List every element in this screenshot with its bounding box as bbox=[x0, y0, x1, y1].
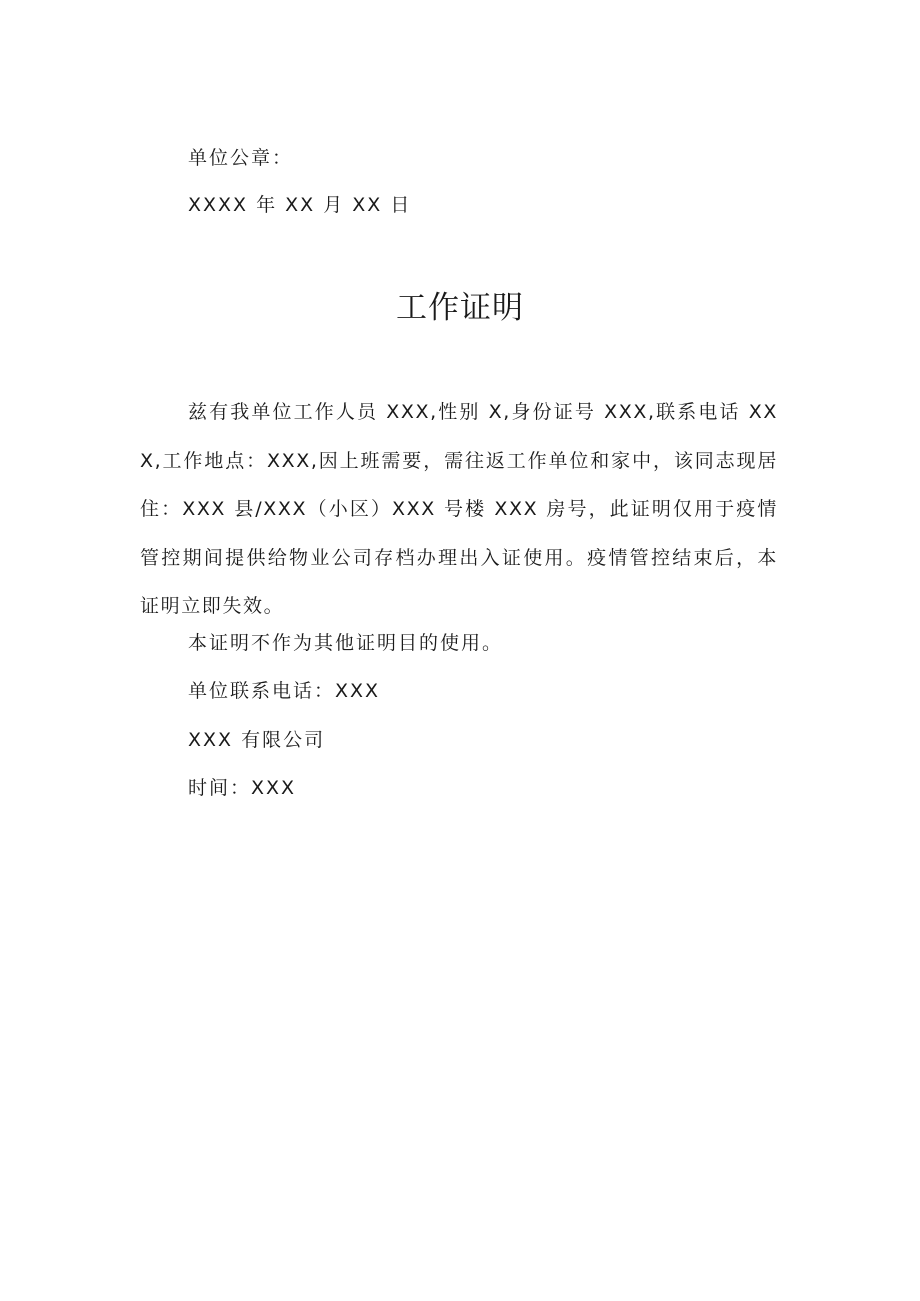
document-title: 工作证明 bbox=[396, 290, 524, 326]
body-paragraph: 兹有我单位工作人员 XXX,性别 X,身份证号 XXX,联系电话 XXX,工作地点：XXX,因上班需要，需往返工作单位和家中，该同志现居住：XXX 县/XXX（小区）XXX 号楼 XXX 房号，此证明仅用于疫情管控期间提供给物业公司存档办理出入证使用。疫情管控结束后，本证明立即失效。 bbox=[140, 401, 778, 617]
seal-label: 单位公章： bbox=[188, 147, 294, 169]
disclaimer-line: 本证明不作为其他证明目的使用。 bbox=[188, 632, 504, 654]
date-line: XXXX 年 XX 月 XX 日 bbox=[188, 194, 412, 216]
time-line: 时间：XXX bbox=[188, 777, 297, 799]
contact-phone-line: 单位联系电话：XXX bbox=[188, 680, 381, 702]
company-name-line: XXX 有限公司 bbox=[188, 729, 326, 751]
